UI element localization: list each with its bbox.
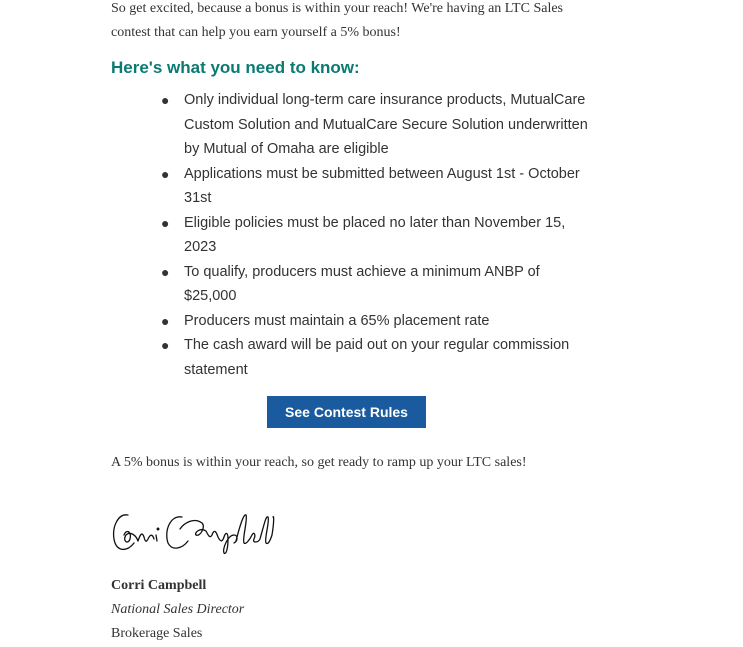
- list-item-text: Applications must be submitted between August 1st - October 31st: [184, 165, 580, 206]
- bullet-icon: ●: [161, 312, 170, 329]
- list-item: [111, 333, 591, 382]
- list-item: [111, 88, 591, 162]
- list-item-text: Producers must maintain a 65% placement rate: [184, 312, 490, 329]
- requirements-list: [111, 88, 591, 382]
- list-item: [111, 260, 591, 309]
- list-item: [111, 309, 591, 334]
- list-item-text: Only individual long-term care insurance products, MutualCare Custom Solution and MutualCare Secure Solution underwritten by Mutual of Omaha are eligible: [184, 92, 588, 157]
- list-item-text: To qualify, producers must achieve a minimum ANBP of $25,000: [184, 263, 540, 304]
- list-item: [111, 162, 591, 211]
- bullet-icon: ●: [161, 92, 170, 108]
- signature-title: National Sales Director: [111, 602, 245, 617]
- intro-paragraph: So get excited, because a bonus is within your reach! We're having an LTC Sales contest that can help you earn yourself a 5% bonus!: [111, 1, 563, 40]
- list-item-text: The cash award will be paid out on your regular commission statement: [184, 337, 570, 378]
- bullet-icon: ●: [161, 337, 170, 353]
- closing-paragraph: A 5% bonus is within your reach, so get ready to ramp up your LTC sales!: [111, 455, 527, 470]
- section-heading: Here's what you need to know:: [111, 58, 360, 77]
- bullet-icon: ●: [161, 214, 170, 231]
- cta-container: [267, 396, 426, 428]
- bullet-icon: ●: [161, 165, 170, 182]
- signature-name: Corri Campbell: [111, 578, 207, 593]
- list-item: [111, 211, 591, 260]
- bullet-icon: ●: [161, 263, 170, 280]
- signature-department: Brokerage Sales: [111, 626, 203, 641]
- see-contest-rules-button[interactable]: See Contest Rules: [267, 396, 426, 428]
- list-item-text: Eligible policies must be placed no later than November 15, 2023: [184, 214, 566, 255]
- handwritten-signature: [110, 505, 275, 557]
